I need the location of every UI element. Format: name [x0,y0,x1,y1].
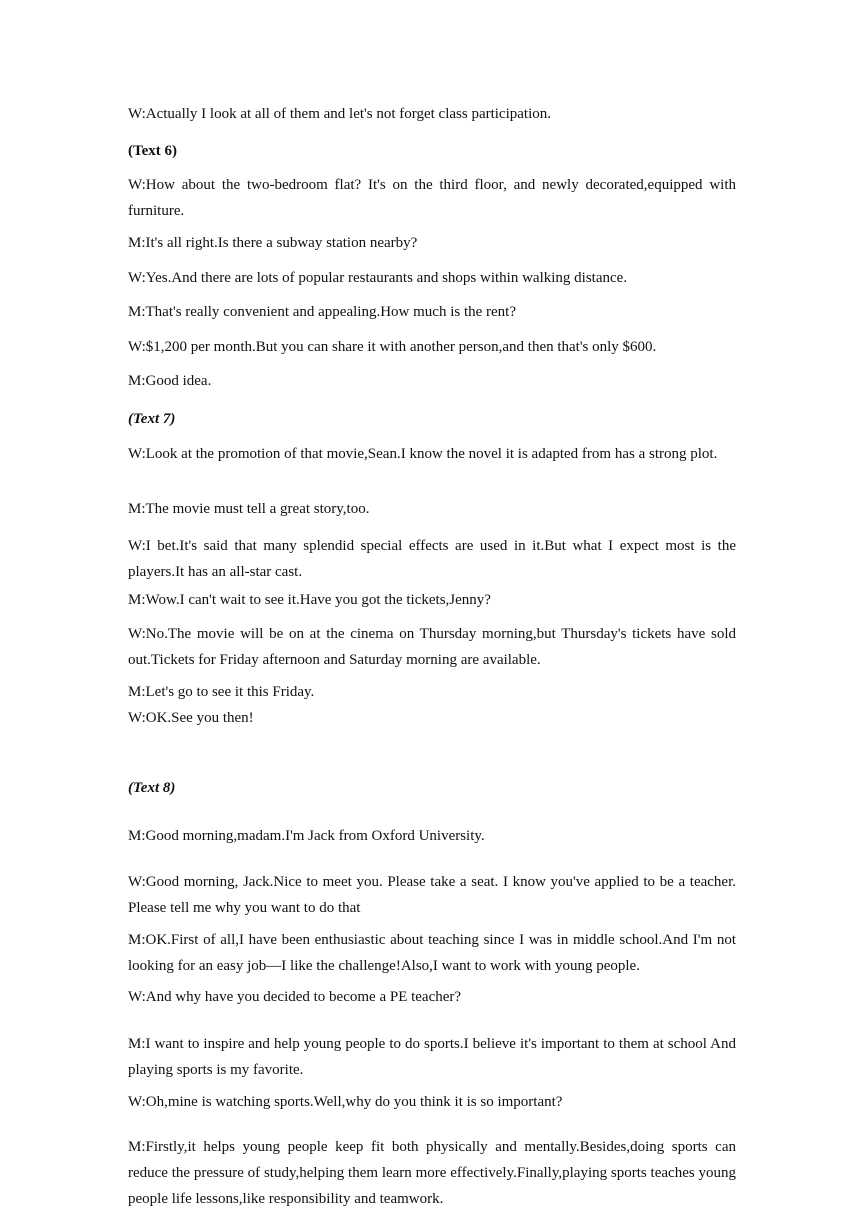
dialogue-line: M:Good morning,madam.I'm Jack from Oxford University. [128,828,485,844]
dialogue-line: M:I want to inspire and help young people to do sports.I believe it's important to them at school And playing sports is my favorite. [128,1036,736,1078]
section-heading-text-7: (Text 7) [128,411,176,427]
dialogue-line: M:Firstly,it helps young people keep fit both physically and mentally.Besides,doing sports can reduce the pressure of study,helping them learn more effectively.Finally,playing sports teaches young people life lessons,like responsibility and teamwork. [128,1139,736,1207]
dialogue-line: W:No.The movie will be on at the cinema on Thursday morning,but Thursday's tickets have sold out.Tickets for Friday afternoon and Saturday morning are available. [128,626,736,668]
dialogue-line: W:Actually I look at all of them and let's not forget class participation. [128,106,552,122]
section-heading-text-8: (Text 8) [128,780,176,796]
dialogue-line: W:Yes.And there are lots of popular restaurants and shops within walking distance. [128,270,628,286]
dialogue-line: M:The movie must tell a great story,too. [128,501,370,517]
dialogue-line: W:Good morning, Jack.Nice to meet you. Please take a seat. I know you've applied to be a teacher. Please tell me why you want to do that [128,874,736,916]
dialogue-line: M:Wow.I can't wait to see it.Have you got the tickets,Jenny? [128,592,491,608]
dialogue-line: W:OK.See you then! [128,710,254,726]
dialogue-line: M:Let's go to see it this Friday. [128,684,315,700]
dialogue-line: M:Good idea. [128,373,212,389]
dialogue-line: W:And why have you decided to become a PE teacher? [128,989,462,1005]
dialogue-line: M:That's really convenient and appealing.How much is the rent? [128,304,517,320]
dialogue-line: W:$1,200 per month.But you can share it with another person,and then that's only $600. [128,339,657,355]
dialogue-line: W:How about the two-bedroom flat? It's on the third floor, and newly decorated,equipped with furniture. [128,177,736,219]
dialogue-line: W:Oh,mine is watching sports.Well,why do you think it is so important? [128,1094,563,1110]
dialogue-line: W:Look at the promotion of that movie,Sean.I know the novel it is adapted from has a strong plot. [128,446,718,462]
section-heading-text-6: (Text 6) [128,143,178,159]
dialogue-line: M:OK.First of all,I have been enthusiastic about teaching since I was in middle school.And I'm not looking for an easy job—I like the challenge!Also,I want to work with young people. [128,932,736,974]
dialogue-line: M:It's all right.Is there a subway station nearby? [128,235,418,251]
dialogue-line: W:I bet.It's said that many splendid special effects are used in it.But what I expect most is the players.It has an all-star cast. [128,538,736,580]
